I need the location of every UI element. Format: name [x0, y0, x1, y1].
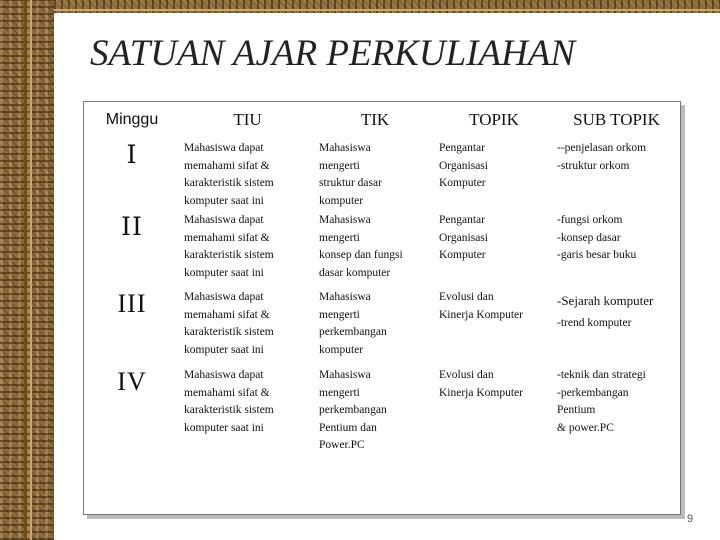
table-row: [84, 365, 680, 515]
tiu-cell: [180, 210, 315, 287]
cell-line: Mahasiswa: [319, 369, 371, 381]
sub-topik-cell: [553, 287, 680, 365]
table-row: [84, 210, 680, 287]
tiu-cell: [180, 365, 315, 515]
cell-line: -garis besar buku: [557, 249, 637, 261]
cell-line: mengerti: [319, 308, 360, 321]
cell-line: Mahasiswa: [319, 214, 371, 226]
cell-line: & power.PC: [557, 421, 614, 434]
cell-line: Mahasiswa: [319, 142, 371, 154]
header-tiu: TIU: [233, 110, 262, 129]
cell-line: karakteristik sistem: [184, 404, 274, 416]
cell-line: -konsep dasar: [557, 231, 621, 244]
decorative-top-border: [54, 0, 720, 13]
cell-line: mengerti: [319, 386, 360, 399]
cell-line: Organisasi: [439, 231, 488, 244]
cell-line: komputer saat ini: [184, 266, 264, 279]
week-cell: I: [126, 140, 138, 169]
cell-line: Komputer: [439, 177, 486, 189]
table-row: [84, 138, 680, 210]
header-topik: TOPIK: [469, 110, 519, 129]
cell-line: Kinerja Komputer: [439, 386, 523, 399]
cell-line: Mahasiswa: [319, 291, 371, 303]
cell-line: karakteristik sistem: [184, 326, 274, 338]
topik-cell: [435, 138, 553, 210]
cell-line: -trend komputer: [557, 316, 632, 329]
tik-cell: [315, 138, 435, 210]
cell-line: memahami sifat &: [184, 231, 270, 244]
slide-title: SATUAN AJAR PERKULIAHAN: [90, 33, 576, 74]
cell-line: karakteristik sistem: [184, 249, 274, 261]
tiu-cell: [180, 287, 315, 365]
table-row: [84, 287, 680, 365]
cell-line: mengerti: [319, 231, 360, 244]
cell-line: komputer saat ini: [184, 343, 264, 356]
tik-cell: [315, 287, 435, 365]
cell-line: -fungsi orkom: [557, 214, 623, 226]
page-number: 9: [687, 513, 694, 525]
week-cell: II: [121, 212, 143, 241]
cell-line: memahami sifat &: [184, 386, 270, 399]
cell-line: --penjelasan orkom: [557, 142, 647, 154]
topik-cell: [435, 210, 553, 287]
topik-cell: [435, 365, 553, 515]
cell-line: Evolusi dan: [439, 291, 494, 303]
cell-line: -teknik dan strategi: [557, 369, 646, 381]
decorative-left-border: [0, 0, 54, 540]
sub-topik-cell: [553, 365, 680, 515]
cell-line: konsep dan fungsi: [319, 249, 403, 261]
cell-line: Pengantar: [439, 214, 485, 226]
cell-line: -Sejarah komputer: [557, 293, 654, 308]
sub-topik-cell: [553, 138, 680, 210]
cell-line: Mahasiswa dapat: [184, 369, 264, 381]
tik-cell: [315, 365, 435, 515]
header-sub-topik: SUB TOPIK: [573, 110, 660, 129]
cell-line: memahami sifat &: [184, 308, 270, 321]
header-minggu: Minggu: [105, 111, 159, 128]
cell-line: mengerti: [319, 159, 360, 172]
cell-line: Organisasi: [439, 159, 488, 172]
cell-line: komputer: [319, 194, 364, 207]
cell-line: komputer saat ini: [184, 421, 264, 434]
cell-line: komputer: [319, 343, 364, 356]
cell-line: memahami sifat &: [184, 159, 270, 172]
cell-line: Mahasiswa dapat: [184, 214, 264, 226]
cell-line: Power.PC: [319, 439, 365, 451]
cell-line: -perkembangan: [557, 386, 629, 399]
cell-line: -struktur orkom: [557, 159, 630, 172]
cell-line: perkembangan: [319, 404, 387, 416]
cell-line: Pentium: [557, 404, 596, 416]
cell-line: Kinerja Komputer: [439, 308, 523, 321]
cell-line: Komputer: [439, 249, 486, 261]
course-plan-table: [83, 101, 681, 515]
cell-line: komputer saat ini: [184, 194, 264, 207]
cell-line: dasar komputer: [319, 266, 391, 279]
cell-line: Mahasiswa dapat: [184, 291, 264, 303]
week-cell: III: [117, 289, 147, 318]
cell-line: perkembangan: [319, 326, 387, 338]
cell-line: karakteristik sistem: [184, 177, 274, 189]
cell-line: Pengantar: [439, 142, 485, 154]
tiu-cell: [180, 138, 315, 210]
topik-cell: [435, 287, 553, 365]
header-tik: TIK: [360, 110, 390, 129]
tik-cell: [315, 210, 435, 287]
cell-line: struktur dasar: [319, 177, 382, 189]
sub-topik-cell: [553, 210, 680, 287]
cell-line: Evolusi dan: [439, 369, 494, 381]
cell-line: Pentium dan: [319, 421, 377, 434]
table-header-row: [84, 102, 680, 138]
week-cell: IV: [117, 367, 147, 396]
cell-line: Mahasiswa dapat: [184, 142, 264, 154]
